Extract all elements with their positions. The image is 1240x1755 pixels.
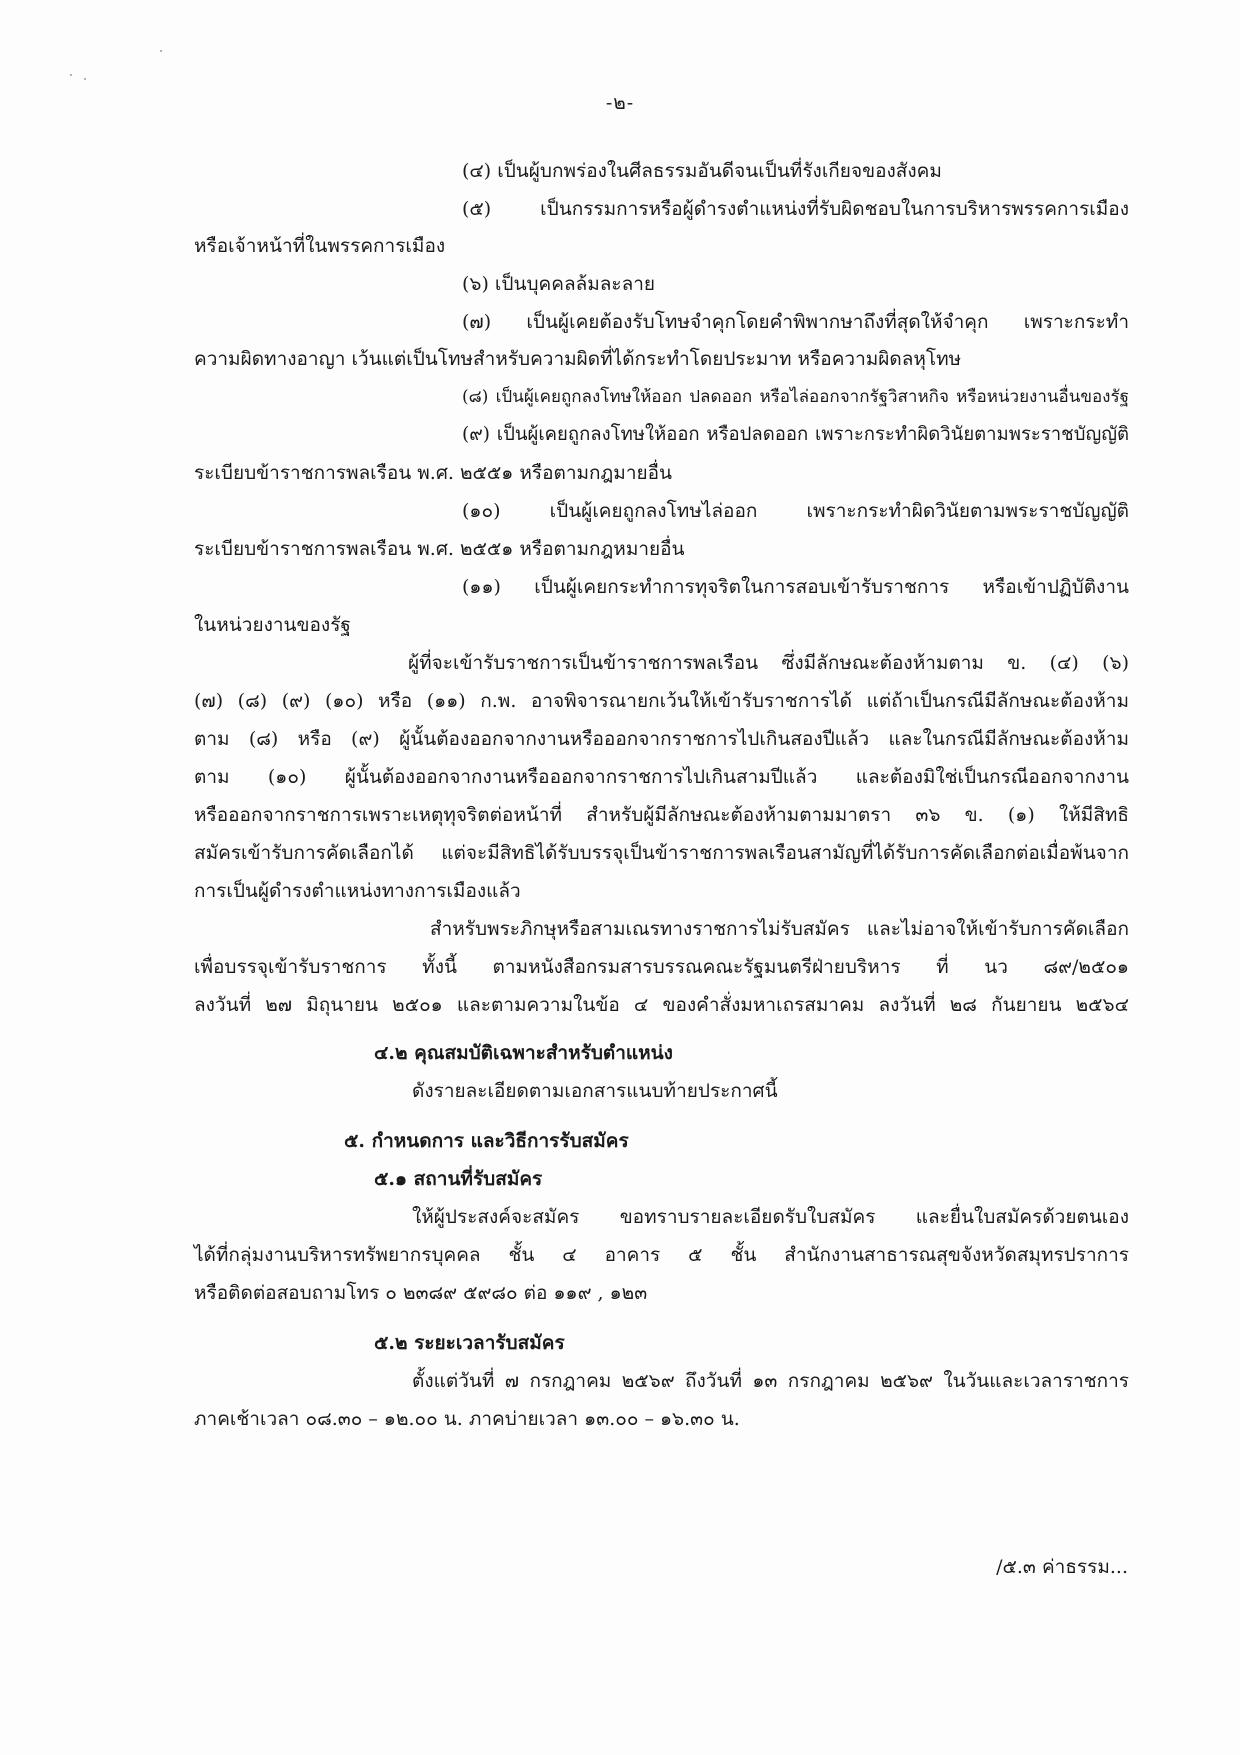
exemption-paragraph-line: ผู้ที่จะเข้ารับราชการเป็นข้าราชการพลเรือน ซึ่งมีลักษณะต้องห้ามตาม ข. (๔) (๖): [408, 652, 1129, 674]
scan-speck: [70, 74, 72, 76]
section-4-2-heading: ๔.๒ คุณสมบัติเฉพาะสำหรับตำแหน่ง: [374, 1042, 673, 1064]
section-5-1-heading: ๕.๑ สถานที่รับสมัคร: [374, 1168, 543, 1190]
item-5-line-2: หรือเจ้าหน้าที่ในพรรคการเมือง: [194, 235, 446, 257]
item-11-line-1: (๑๑) เป็นผู้เคยกระทำการทุจริตในการสอบเข้ารับราชการ หรือเข้าปฏิบัติงาน: [462, 576, 1129, 598]
item-10-line-1: (๑๐) เป็นผู้เคยถูกลงโทษไล่ออก เพราะกระทำผิดวินัยตามพระราชบัญญัติ: [462, 500, 1129, 522]
section-5-heading: ๕. กำหนดการ และวิธีการรับสมัคร: [344, 1130, 629, 1152]
scan-speck: [84, 78, 86, 80]
exemption-paragraph-line: หรือออกจากราชการเพราะเหตุทุจริตต่อหน้าที่ สำหรับผู้มีลักษณะต้องห้ามตามมาตรา ๓๖ ข. (๑) ให้มีสิทธิ: [194, 804, 1129, 826]
item-11-line-2: ในหน่วยงานของรัฐ: [194, 614, 351, 636]
continuation-footer: /๕.๓ ค่าธรรม...: [996, 1556, 1128, 1578]
monk-paragraph-line: สำหรับพระภิกษุหรือสามเณรทางราชการไม่รับสมัคร และไม่อาจให้เข้ารับการคัดเลือก: [430, 918, 1129, 940]
item-5-line-1: (๕) เป็นกรรมการหรือผู้ดำรงตำแหน่งที่รับผิดชอบในการบริหารพรรคการเมือง: [462, 198, 1129, 220]
item-7-line-1: (๗) เป็นผู้เคยต้องรับโทษจำคุกโดยคำพิพากษาถึงที่สุดให้จำคุก เพราะกระทำ: [462, 311, 1129, 333]
section-5-2-heading: ๕.๒ ระยะเวลารับสมัคร: [374, 1332, 565, 1354]
item-7-line-2: ความผิดทางอาญา เว้นแต่เป็นโทษสำหรับความผิดที่ได้กระทำโดยประมาท หรือความผิดลหุโทษ: [194, 348, 962, 370]
section-5-1-text: ได้ที่กลุ่มงานบริหารทรัพยากรบุคคล ชั้น ๔ อาคาร ๕ ชั้น สำนักงานสาธารณสุขจังหวัดสมุทรปราการ: [194, 1244, 1129, 1266]
scan-speck: [160, 50, 162, 52]
monk-paragraph-line: ลงวันที่ ๒๗ มิถุนายน ๒๕๐๑ และตามความในข้อ ๔ ของคำสั่งมหาเถรสมาคม ลงวันที่ ๒๘ กันยายน ๒๕๖๔: [194, 994, 1129, 1016]
monk-paragraph-line: เพื่อบรรจุเข้ารับราชการ ทั้งนี้ ตามหนังสือกรมสารบรรณคณะรัฐมนตรีฝ่ายบริหาร ที่ นว ๘๙/๒๕๐๑: [194, 956, 1129, 978]
exemption-paragraph-line: (๗) (๘) (๙) (๑๐) หรือ (๑๑) ก.พ. อาจพิจารณายกเว้นให้เข้ารับราชการได้ แต่ถ้าเป็นกรณีมีลักษณะต้องห้าม: [194, 690, 1129, 712]
section-4-2-text: ดังรายละเอียดตามเอกสารแนบท้ายประกาศนี้: [412, 1080, 778, 1102]
exemption-paragraph-line: การเป็นผู้ดำรงตำแหน่งทางการเมืองแล้ว: [194, 880, 521, 902]
item-8-line: (๘) เป็นผู้เคยถูกลงโทษให้ออก ปลดออก หรือไล่ออกจากรัฐวิสาหกิจ หรือหน่วยงานอื่นของรัฐ: [462, 387, 1129, 407]
exemption-paragraph-line: ตาม (๑๐) ผู้นั้นต้องออกจากงานหรือออกจากราชการไปเกินสามปีแล้ว และต้องมิใช่เป็นกรณีออกจากงาน: [194, 766, 1129, 788]
exemption-paragraph-line: สมัครเข้ารับการคัดเลือกได้ แต่จะมีสิทธิได้รับบรรจุเป็นข้าราชการพลเรือนสามัญที่ได้รับการคัดเลือกต่อเมื่อพ้นจาก: [194, 842, 1129, 864]
exemption-paragraph-line: ตาม (๘) หรือ (๙) ผู้นั้นต้องออกจากงานหรือออกจากราชการไปเกินสองปีแล้ว และในกรณีมีลักษณะต้องห้าม: [194, 728, 1129, 750]
section-5-1-text: ให้ผู้ประสงค์จะสมัคร ขอทราบรายละเอียดรับใบสมัคร และยื่นใบสมัครด้วยตนเอง: [412, 1206, 1129, 1228]
page-number: -๒-: [605, 92, 635, 114]
item-9-line-1: (๙) เป็นผู้เคยถูกลงโทษให้ออก หรือปลดออก เพราะกระทำผิดวินัยตามพระราชบัญญัติ: [462, 424, 1129, 445]
item-6-line: (๖) เป็นบุคคลล้มละลาย: [462, 273, 656, 295]
item-9-line-2: ระเบียบข้าราชการพลเรือน พ.ศ. ๒๕๕๑ หรือตามกฎมายอื่น: [194, 462, 673, 484]
item-4-line: (๔) เป็นผู้บกพร่องในศีลธรรมอันดีจนเป็นที่รังเกียจของสังคม: [462, 160, 942, 182]
section-5-1-text: หรือติดต่อสอบถามโทร ๐ ๒๓๘๙ ๕๙๘๐ ต่อ ๑๑๙ , ๑๒๓: [194, 1282, 648, 1304]
section-5-2-text: ตั้งแต่วันที่ ๗ กรกฎาคม ๒๕๖๙ ถึงวันที่ ๑๓ กรกฎาคม ๒๕๖๙ ในวันและเวลาราชการ: [412, 1370, 1129, 1392]
item-10-line-2: ระเบียบข้าราชการพลเรือน พ.ศ. ๒๕๕๑ หรือตามกฎหมายอื่น: [194, 538, 685, 560]
section-5-2-text: ภาคเช้าเวลา ๐๘.๓๐ – ๑๒.๐๐ น. ภาคบ่ายเวลา ๑๓.๐๐ – ๑๖.๓๐ น.: [194, 1408, 740, 1430]
